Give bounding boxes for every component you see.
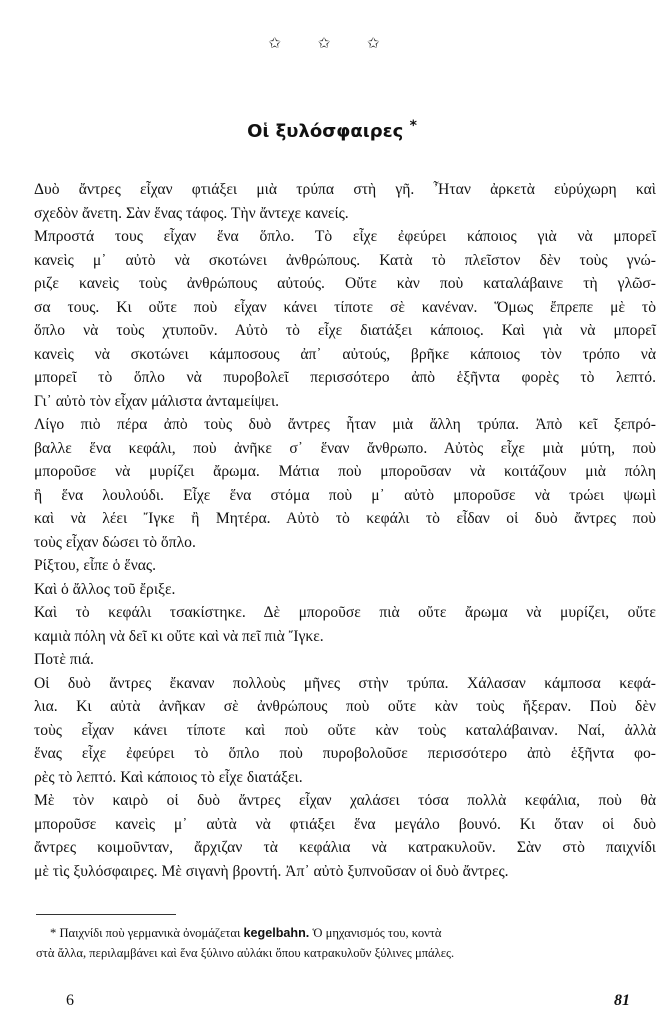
text-line: βαλλε ἕνα κεφάλι, ποὺ ἀνῆκε σ᾽ ἕναν ἄνθρωπο. Αὐτὸς εἶχε μιὰ μύτη, ποὺ [34,439,656,457]
text-line: Ποτὲ πιά. [34,651,94,668]
text-line: Καὶ ὁ ἄλλος τοῦ ἔριξε. [34,580,176,598]
text-line: Μὲ τὸν καιρὸ οἱ δυὸ ἄντρες εἶχαν χαλάσει τόσα πολλὰ κεφάλια, ποὺ θὰ [34,792,656,809]
text-line: καμιὰ πόλη νὰ δεῖ κι οὔτε καὶ νὰ πεῖ πιὰ Ἴγκε. [34,627,324,645]
text-line: ἄντρες κοιμοῦνταν, ἄρχιζαν τὰ κεφάλια νὰ κατρακυλοῦν. Σὰν στὸ παιχνίδι [34,839,656,856]
footnote-rule [36,914,176,915]
text-line: ρὲς τὸ λεπτό. Καὶ κάποιος τὸ εἶχε διατάξει. [34,768,303,786]
text-line: ριζε κανεὶς τοὺς ἀνθρώπους αὐτούς. Οὔτε κὰν ποὺ καταλάβαινε τὴ γλῶσ- [34,275,656,292]
footnote-text-b: Ὁ μηχανισμός του, κοντὰ [312,926,442,940]
text-line: σχεδὸν ἄνετη. Σὰν ἕνας τάφος. Τὴν ἄντεχε κανείς. [34,204,349,222]
text-line: Γι᾽ αὐτὸ τὸν εἶχαν μάλιστα ἀνταμείψει. [34,392,280,410]
text-line: τοὺς εἶχαν κάνει τίποτε καὶ ποὺ οὔτε κὰν τοὺς καταλάβαιναν. Ναί, ἀλλὰ [34,721,656,739]
text-line: μὲ τὶς ξυλόσφαιρες. Μὲ σιγανὴ βροντή. Ἀπ᾽ αὐτὸ ξυπνοῦσαν οἱ δυὸ ἄντρες. [34,862,509,880]
title-footnote-mark: * [409,118,417,134]
text-line: κανεὶς νὰ σκοτώνει κάμποσους ἀπ᾽ αὐτούς, βρῆκε κάποιος τὸν τρόπο νὰ [34,345,656,363]
text-line: κανεὶς μ᾽ αὐτὸ νὰ σκοτώνει ἀνθρώπους. Κατὰ τὸ πλεῖστον δὲν τοὺς γνώ- [34,251,656,269]
text-line: ἕνας εἶχε ἐφεύρει τὸ ὅπλο ποὺ πυροβολοῦσε περισσότερο ἀπὸ ἑξῆντα φο- [34,745,656,762]
footnote-text-a: Παιχνίδι ποὺ γερμανικὰ ὀνομάζεται [59,926,241,940]
footnote-mark: * [50,926,57,940]
story-body [34,178,656,883]
text-line: μποροῦσε νὰ μυρίζει ἄρωμα. Μάτια ποὺ μποροῦσαν νὰ κοιτάζουν μιὰ πόλη [34,463,656,480]
text-line: Ρίξτου, εἶπε ὁ ἕνας. [34,557,157,574]
page-title [0,118,664,142]
title-text: Οἱ ξυλόσφαιρες [247,121,404,142]
page-number-left: 6 [66,992,74,1009]
footnote-term: kegelbahn. [243,926,310,940]
text-line: ὅπλο νὰ τοὺς χτυποῦν. Αὐτὸ τὸ εἶχε διατάξει κάποιος. Καὶ γιὰ νὰ μπορεῖ [34,322,656,339]
text-line: σα τους. Κι οὔτε ποὺ εἶχαν κάνει τίποτε σὲ κανέναν. Ὅμως ἔπρεπε μὲ τὸ [34,298,656,316]
text-line: Δυὸ ἄντρες εἶχαν φτιάξει μιὰ τρύπα στὴ γῆ. Ἦταν ἀρκετὰ εὐρύχωρη καὶ [34,181,656,198]
text-line: τοὺς εἶχαν δώσει τὸ ὅπλο. [34,533,196,551]
text-line: Οἱ δυὸ ἄντρες ἔκαναν πολλοὺς μῆνες στὴν τρύπα. Χάλασαν κάμποσα κεφά- [34,674,656,692]
text-line: Μπροστά τους εἶχαν ἕνα ὅπλο. Τὸ εἶχε ἐφεύρει κάποιος γιὰ νὰ μπορεῖ [34,228,656,245]
text-line: ἢ ἕνα λουλούδι. Εἶχε ἕνα στόμα ποὺ μ᾽ αὐτὸ μποροῦσε νὰ τρώει ψωμὶ [34,486,656,504]
text-line: μποροῦσε κανεὶς μ᾽ αὐτὰ νὰ φτιάξει ἕνα μεγάλο βουνό. Κι ὅταν οἱ δυὸ [34,815,656,833]
footnote [36,923,656,963]
text-line: μπορεῖ τὸ ὅπλο νὰ πυροβολεῖ περισσότερο ἀπὸ ἑξῆντα φορὲς τὸ λεπτό. [34,369,656,386]
ornament-stars: ✩ ✩ ✩ [268,34,396,52]
page-number-right: 81 [614,992,630,1009]
text-line: Καὶ τὸ κεφάλι τσακίστηκε. Δὲ μποροῦσε πιὰ οὔτε ἄρωμα νὰ μυρίζει, οὔτε [34,604,656,621]
text-line: Λίγο πιὸ πέρα ἀπὸ τοὺς δυὸ ἄντρες ἦταν μιὰ ἄλλη τρύπα. Ἀπὸ κεῖ ξεπρό- [34,416,656,433]
text-line: λια. Κι αὐτὰ ἀνῆκαν σὲ ἀνθρώπους ποὺ οὔτε κὰν τοὺς ἤξεραν. Ποὺ δὲν [34,698,656,715]
footnote-line-1 [36,923,656,943]
footnote-line-2: στὰ ἄλλα, περιλαμβάνει καὶ ἕνα ξύλινο αὐλάκι ὅπου κατρακυλοῦν ξύλινες μπάλες. [36,946,455,960]
text-line: καὶ νὰ λέει Ἴγκε ἢ Μητέρα. Αὐτὸ τὸ κεφάλι τὸ εἶδαν οἱ δυὸ ἄντρες ποὺ [34,510,656,527]
